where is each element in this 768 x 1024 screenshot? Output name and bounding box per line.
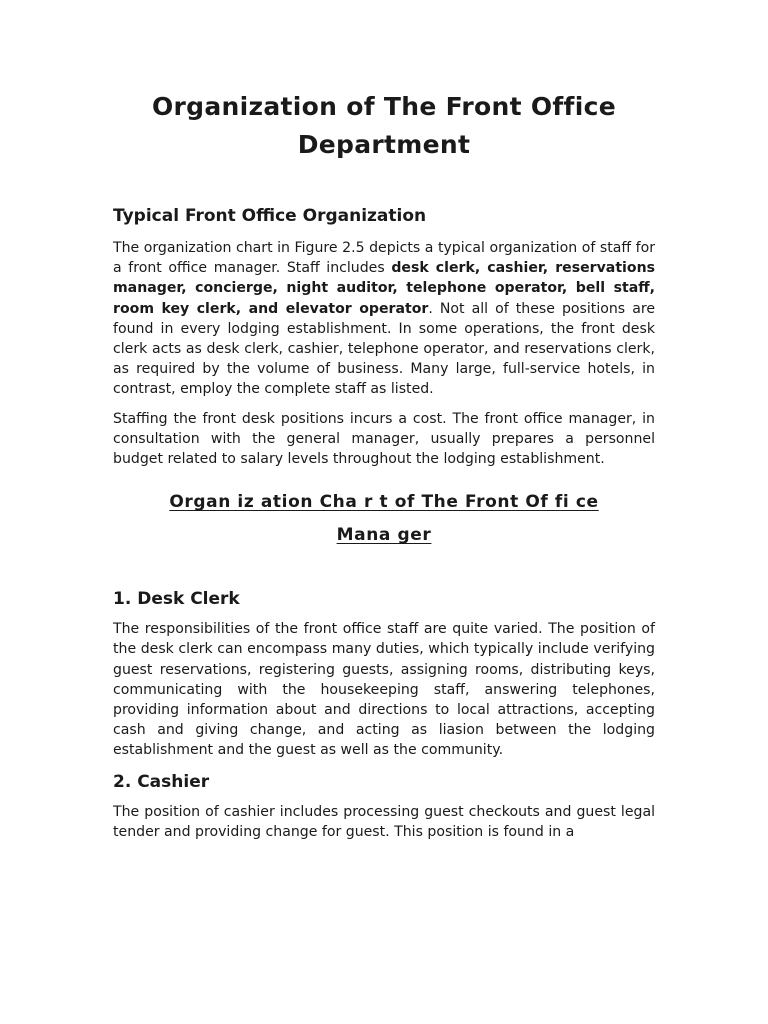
section-heading-desk-clerk: 1. Desk Clerk [113, 589, 240, 610]
staff-positions-list: desk clerk, cashier, reservations manager, concierge, night auditor, telephone operator, bell staff, room key clerk, and elevator operator [113, 260, 655, 317]
section-heading-typical-organization: Typical Front Office Organization [113, 206, 427, 226]
paragraph-organization-overview [113, 238, 655, 400]
document-page [113, 88, 655, 842]
paragraph-staffing-cost: Staffing the front desk positions incurs a cost. The front office manager, in consultation with the general manager, usually prepares a personnel budget related to salary levels throughout the lodging establishment. [113, 410, 655, 468]
section-heading-cashier: 2. Cashier [113, 771, 210, 792]
document-title [113, 88, 655, 164]
paragraph-text: The organization chart in Figure 2.5 depicts a typical organization of staff for a front office manager. Staff includes [113, 240, 655, 277]
paragraph-desk-clerk: The responsibilities of the front office staff are quite varied. The position of the desk clerk can encompass many duties, which typically include verifying guest reservations, registering guests, assigning rooms, distributing keys, communicating with the housekeeping staff, answering telephones, providing information about and directions to local attractions, accepting cash and giving change, and acting as liasion between the lodging establishment and the guest as well as the community. [113, 621, 655, 759]
paragraph-cashier: The position of cashier includes processing guest checkouts and guest legal tender and providing change for guest. This position is found in a [113, 803, 655, 840]
chart-heading-line2: Mana ger [336, 525, 432, 546]
document-title-line2: Department [297, 130, 471, 159]
chart-heading [113, 486, 655, 552]
paragraph-text: . Not all of these positions are found in every lodging establishment. In some operations, the front desk clerk acts as desk clerk, cashier, telephone operator, and reservations clerk, as required by the volume of business. Many large, full-service hotels, in contrast, employ the complete staff as listed. [113, 300, 655, 398]
chart-heading-line1: Organ iz ation Cha r t of The Front Of fi ce [169, 492, 599, 513]
document-title-line1: Organization of The Front Office [152, 92, 616, 121]
